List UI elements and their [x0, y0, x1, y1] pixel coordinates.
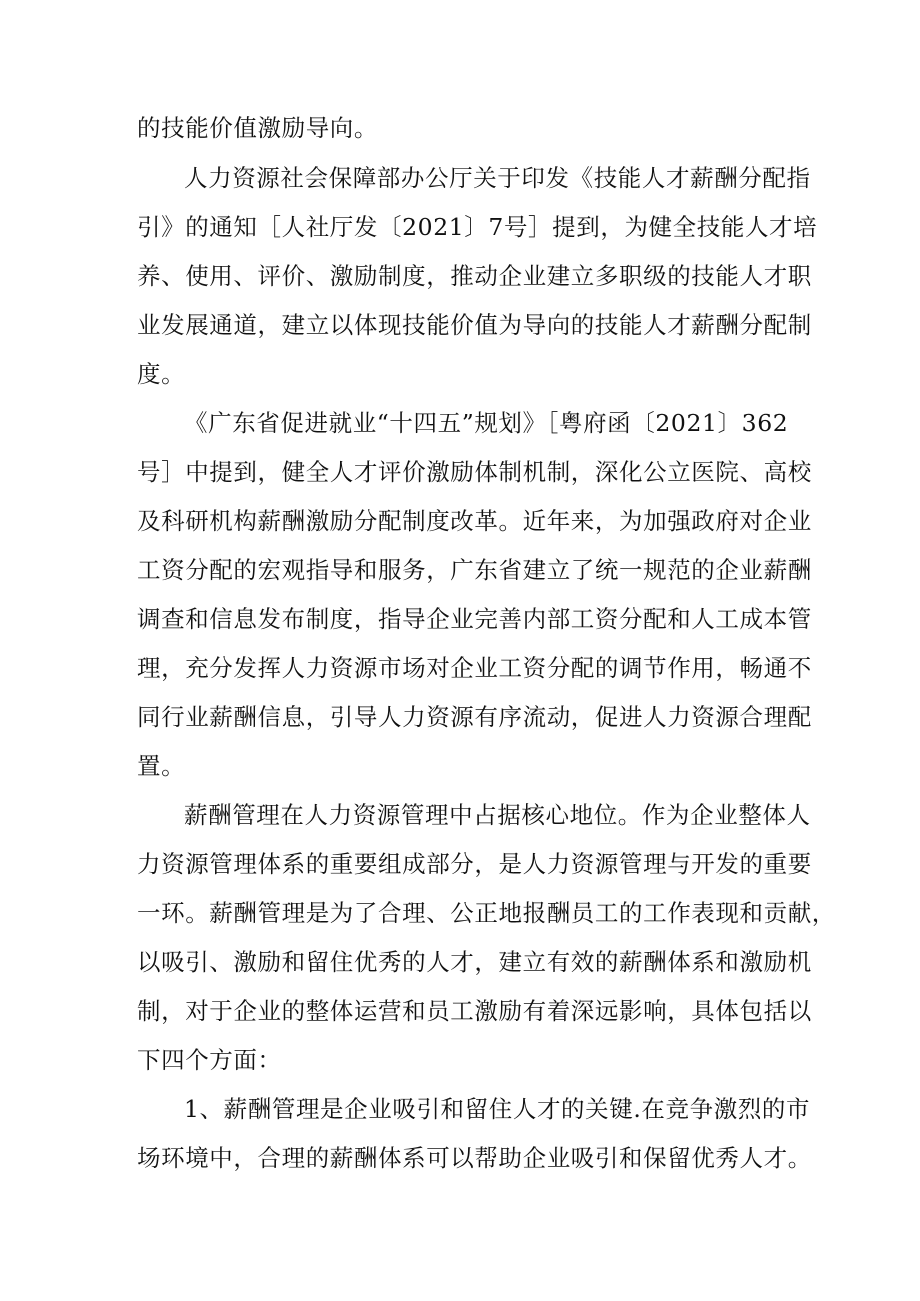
paragraph-5-line-2: 场环境中，合理的薪酬体系可以帮助企业吸引和保留优秀人才。: [137, 1144, 812, 1172]
paragraph-1-line-1: 的技能价值激励导向。: [137, 114, 378, 142]
paragraph-3-line-5: 调查和信息发布制度，指导企业完善内部工资分配和人工成本管: [137, 605, 812, 633]
paragraph-2-line-5: 度。: [137, 360, 186, 388]
paragraph-4-line-1: 薪酬管理在人力资源管理中占据核心地位。作为企业整体人: [184, 801, 811, 829]
paragraph-4-line-2: 力资源管理体系的重要组成部分，是人力资源管理与开发的重要: [137, 850, 812, 878]
paragraph-3-line-6: 理，充分发挥人力资源市场对企业工资分配的调节作用，畅通不: [137, 654, 812, 682]
paragraph-4-line-4: 以吸引、激励和留住优秀的人才，建立有效的薪酬体系和激励机: [137, 948, 812, 976]
paragraph-2-line-4: 业发展通道，建立以体现技能价值为导向的技能人才薪酬分配制: [137, 311, 812, 339]
paragraph-4-line-5: 制，对于企业的整体运营和员工激励有着深远影响，具体包括以: [137, 997, 812, 1025]
paragraph-4-line-6: 下四个方面：: [137, 1046, 282, 1074]
paragraph-2-line-2: 引》的通知［人社厅发〔2021〕7号］提到，为健全技能人才培: [137, 213, 818, 241]
paragraph-2-line-1: 人力资源社会保障部办公厅关于印发《技能人才薪酬分配指: [184, 164, 811, 192]
paragraph-3-line-2: 号］中提到，健全人才评价激励体制机制，深化公立医院、高校: [137, 458, 812, 486]
paragraph-2-line-3: 养、使用、评价、激励制度，推动企业建立多职级的技能人才职: [137, 262, 812, 290]
paragraph-3-line-7: 同行业薪酬信息，引导人力资源有序流动，促进人力资源合理配: [137, 703, 812, 731]
paragraph-4-line-3: 一环。薪酬管理是为了合理、公正地报酬员工的工作表现和贡献，: [137, 899, 836, 927]
paragraph-3-line-8: 置。: [137, 752, 186, 780]
paragraph-5-line-1: 1、薪酬管理是企业吸引和留住人才的关键.在竞争激烈的市: [184, 1095, 811, 1123]
paragraph-3-line-1: 《广东省促进就业“十四五”规划》［粤府函〔2021〕362: [184, 409, 789, 437]
paragraph-3-line-3: 及科研机构薪酬激励分配制度改革。近年来，为加强政府对企业: [137, 507, 812, 535]
paragraph-3-line-4: 工资分配的宏观指导和服务，广东省建立了统一规范的企业薪酬: [137, 556, 812, 584]
